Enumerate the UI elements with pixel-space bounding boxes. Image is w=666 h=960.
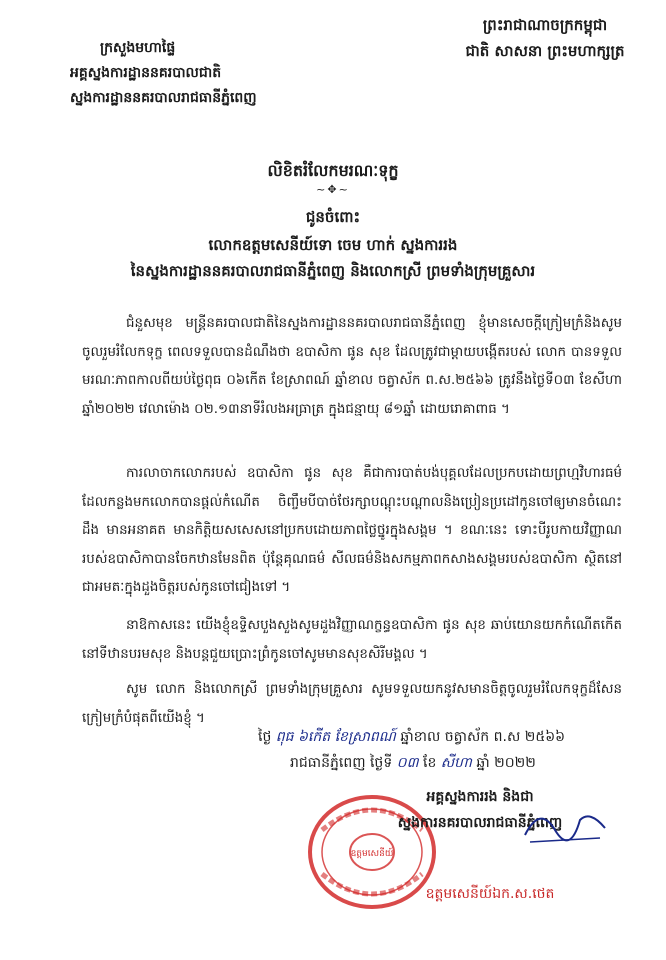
letter-title: លិខិតរំលែកមរណៈទុក្ខ [267, 161, 399, 180]
paragraph-text: ជំនួសមុខ មន្រ្តីនគរបាលជាតិនៃស្នងការដ្ឋាននគរបាលរាជធានីភ្នំពេញ ខ្ញុំមានសេចក្តីក្រៀមក្រំនិងសូមចូលរួមរំលែកទុក្ខ ពេលទទួលបានដំណឹងថា ឧបាសិកា ផូន សុខ ដែលត្រូវជាម្តាយបង្កើតរបស់ លោក បានទទួលមរណៈភាពកាលពីយប់ថ្ងៃពុធ ០៦កើត ខែស្រាពណ៍ ឆ្នាំខាល ចត្វាស័ក ព.ស.២៥៦៦ ត្រូវនឹងថ្ងៃទី០៣ ខែសីហា ឆ្នាំ២០២២ វេលាម៉ោង ០២.១៣នាទីរំលងអធ្រាត្រ ក្នុងជន្មាយុ ៨១ឆ្នាំ ដោយរោគាពាធ ។ [82, 316, 622, 417]
commissariat-name: ស្នងការដ្ឋាននគរបាលរាជធានីភ្នំពេញ [70, 90, 257, 106]
paragraph-text: សូម លោក និងលោកស្រី ព្រមទាំងក្រុមគ្រួសារ សូមទទួលយកនូវសមានចិត្តចូលរួមរំលែកទុក្ខដ៏សែនក្រៀមក្រំបំផុតពីយើងខ្ញុំ ។ [82, 682, 622, 726]
addressee-label: ជូនចំពោះ [305, 208, 361, 226]
handwritten-month: សីហា [440, 755, 472, 771]
handwritten-lunar-date: ពុធ ៦កើត ខែស្រាពណ៍ [275, 729, 396, 745]
handwritten-day: ០៣ [396, 755, 419, 771]
handwritten-signature-icon [520, 800, 610, 850]
kingdom-heading [430, 12, 660, 64]
paragraph-text: នាឱកាសនេះ យើងខ្ញុំឧទ្ទិសបួងសួងសូមដួងវិញ្ញាណក្ខន្ធឧបាសិកា ផូន សុខ ឆាប់យោនយកកំណើតកើតនៅទីឋានបរមសុខ និងបន្តជួយប្រោះព្រំកូនចៅសូមមានសុខសិរីមង្គល ។ [82, 618, 622, 662]
ministry-name: ក្រសួងមហាផ្ទៃ [100, 40, 176, 56]
solar-date-line [290, 753, 650, 774]
ministry-heading [70, 36, 330, 111]
recipient-block [0, 232, 666, 284]
recipient-line: នៃស្នងការដ្ឋាននគរបាលរាជធានីភ្នំពេញ និងលោកស្រី ព្រមទាំងក្រុមគ្រួសារ [130, 262, 536, 280]
seal-center-text: ឧត្តមសេនីយ៍ [350, 849, 394, 859]
paragraph-condolence [82, 310, 622, 424]
directorate-name: អគ្គស្នងការដ្ឋាននគរបាលជាតិ [70, 65, 222, 81]
title-ornament: ~✥~ [316, 183, 350, 196]
date-prefix: ថ្ងៃ [258, 729, 272, 745]
kingdom-line: ព្រះរាជាណាចក្រកម្ពុជា [482, 16, 608, 34]
place-and-day-label: រាជធានីភ្នំពេញ ថ្ងៃទី [290, 755, 393, 771]
month-label: ខែ [423, 755, 437, 771]
solar-year: ឆ្នាំ ២០២២ [476, 755, 536, 771]
lunar-date-line [258, 727, 658, 748]
paragraph-closing [82, 676, 622, 733]
paragraph-prayer [82, 612, 622, 669]
signatory-title-line: ស្នងការនគរបាលរាជធានីភ្នំពេញ [397, 815, 563, 831]
signatory-name: ឧត្តមសេនីយ៍ឯក.ស.ថេត [425, 886, 555, 902]
lunar-year: ឆ្នាំខាល ចត្វាស័ក ព.ស ២៥៦៦ [400, 729, 566, 745]
signatory-title-line: អគ្គស្នងការរង និងជា [426, 789, 534, 805]
recipient-line: លោកឧត្តមសេនីយ៍ទោ ចេម ហាក់ ស្នងការរង [208, 236, 458, 254]
paragraph-tribute [82, 460, 622, 603]
motto-line: ជាតិ សាសនា ព្រះមហាក្សត្រ [465, 42, 625, 60]
paragraph-text: ការលាចាកលោករបស់ ឧបាសិកា ផូន សុខ គឺជាការបាត់បង់បុគ្គលដែលប្រកបដោយព្រហ្មវិហារធម៌ ដែលកន្លងមកលោកបានផ្តល់កំណើត ចិញ្ចឹមបីបាច់ថែរក្សាបណ្តុះបណ្តាលនិងប្រៀនប្រដៅកូនចៅឲ្យមានចំណេះដឹង មានអនាគត មានកិត្តិយសសេសនៅប្រកបដោយភាពថ្លៃថ្នូរក្នុងសង្គម ។ ខណៈនេះ ទោះបីរូបកាយវិញ្ញាណរបស់ឧបាសិកាបានចែកឋានមែនពិត ប៉ុន្តែគុណធម៌ សីលធម៌និងសកម្មភាពកសាងសង្គមរបស់ឧបាសិកា ស្ថិតនៅជាអមតៈក្នុងដួងចិត្តរបស់កូនចៅជៀងទៅ ។ [82, 466, 622, 595]
